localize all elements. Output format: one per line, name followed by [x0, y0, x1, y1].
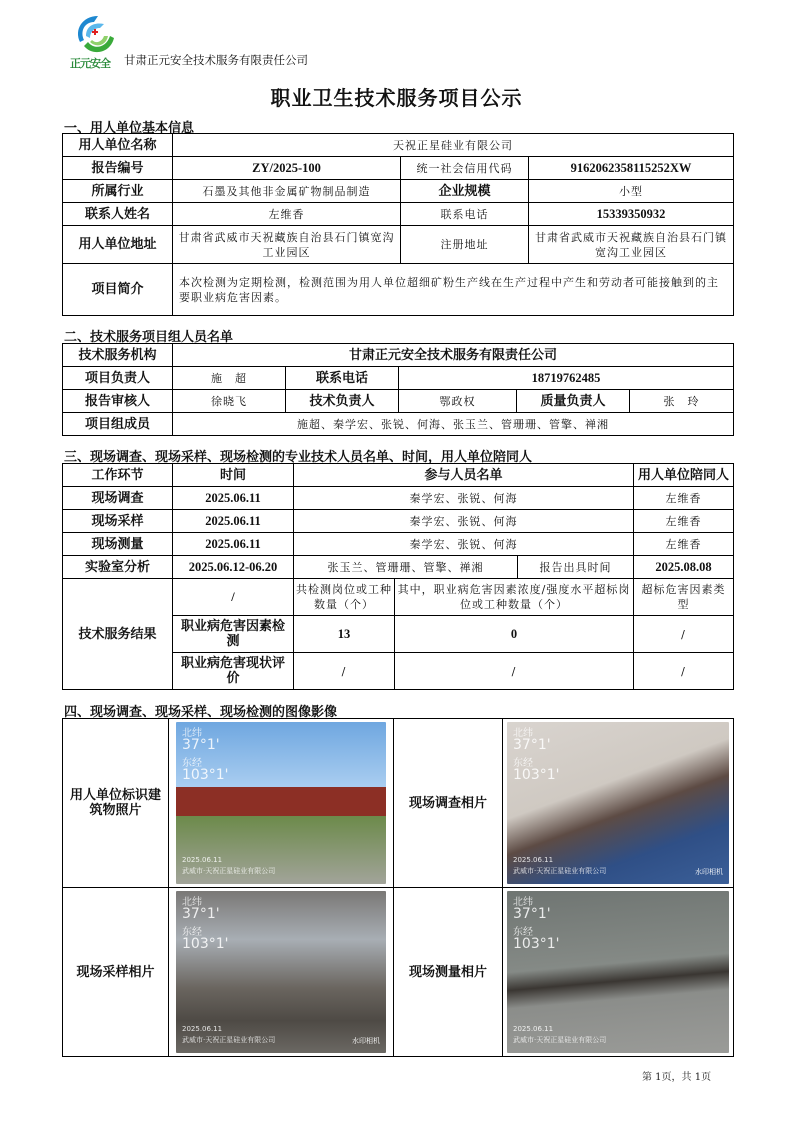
watermark-lon: 103°1' — [182, 767, 229, 783]
stage-cell: 现场调查 — [63, 487, 173, 510]
reg-address-value: 甘肃省武威市天祝藏族自治县石门镇宽沟工业园区 — [529, 226, 734, 264]
scale-label: 企业规模 — [401, 180, 529, 203]
quality-lead-label: 质量负责人 — [517, 390, 630, 413]
results-col1-header: 共检测岗位或工种数量（个） — [294, 579, 395, 616]
watermark-location: 武威市·天祝正星硅业有限公司 — [182, 867, 276, 875]
table-row — [63, 157, 734, 180]
table-row — [63, 226, 734, 264]
photo-table — [62, 718, 734, 1057]
lab-time-cell: 2025.06.12-06.20 — [173, 556, 294, 579]
scale-value: 小型 — [529, 180, 734, 203]
report-time-value: 2025.08.08 — [634, 556, 734, 579]
detection-exceed-type: / — [634, 616, 734, 653]
escort-cell: 左维香 — [634, 510, 734, 533]
lab-staff-cell: 张玉兰、管珊珊、管擎、禅湘 — [294, 556, 518, 579]
reviewer-value: 徐晓飞 — [173, 390, 286, 413]
stage-cell: 现场采样 — [63, 510, 173, 533]
photo-label: 现场采样相片 — [63, 888, 169, 1057]
section2-heading: 二、技术服务项目组人员名单 — [64, 330, 234, 345]
section3-heading: 三、现场调查、现场采样、现场检测的专业技术人员名单、时间，用人单位陪同人 — [64, 450, 533, 465]
results-col3-header: 超标危害因素类型 — [634, 579, 734, 616]
watermark-date: 2025.06.11 — [513, 856, 554, 864]
watermark-lat: 37°1' — [182, 906, 220, 922]
page-number: 第 1页，共 1页 — [642, 1072, 712, 1083]
report-no-label: 报告编号 — [63, 157, 173, 180]
watermark-lon: 103°1' — [513, 936, 560, 952]
leader-value: 施 超 — [173, 367, 286, 390]
intro-value: 本次检测为定期检测，检测范围为用人单位超细矿粉生产线在生产过程中产生和劳动者可能接触到的主要职业病危害因素。 — [173, 264, 734, 316]
watermark-lat: 37°1' — [182, 737, 220, 753]
contact-label: 联系人姓名 — [63, 203, 173, 226]
members-value: 施超、秦学宏、张锐、何海、张玉兰、管珊珊、管擎、禅湘 — [173, 413, 734, 436]
staff-cell: 秦学宏、张锐、何海 — [294, 533, 634, 556]
watermark-date: 2025.06.11 — [513, 1025, 554, 1033]
tech-lead-label: 技术负责人 — [286, 390, 399, 413]
fieldwork-table — [62, 463, 734, 690]
watermark-lon-label: 东经 — [513, 758, 533, 769]
sampling-photo[interactable] — [176, 891, 386, 1053]
members-label: 项目组成员 — [63, 413, 173, 436]
table-row — [63, 510, 734, 533]
photo-cell — [503, 888, 734, 1057]
reg-address-label: 注册地址 — [401, 226, 529, 264]
stage-cell: 现场测量 — [63, 533, 173, 556]
watermark-location: 武威市·天祝正星硅业有限公司 — [182, 1036, 276, 1044]
table-row — [63, 264, 734, 316]
page-title: 职业卫生技术服务项目公示 — [270, 86, 523, 110]
header-stage: 工作环节 — [63, 464, 173, 487]
escort-cell: 左维香 — [634, 487, 734, 510]
report-time-label: 报告出具时间 — [518, 556, 634, 579]
org-value: 甘肃正元安全技术服务有限责任公司 — [173, 344, 734, 367]
watermark-lat-label: 北纬 — [513, 728, 533, 739]
results-corner: / — [173, 579, 294, 616]
team-table — [62, 343, 734, 436]
watermark-lon-label: 东经 — [182, 927, 202, 938]
results-label: 技术服务结果 — [63, 579, 173, 690]
watermark-lon-label: 东经 — [513, 927, 533, 938]
detection-exceed-count: 0 — [395, 616, 634, 653]
unit-info-table — [62, 133, 734, 316]
evaluation-count: / — [294, 653, 395, 690]
industry-label: 所属行业 — [63, 180, 173, 203]
staff-cell: 秦学宏、张锐、何海 — [294, 510, 634, 533]
evaluation-exceed-count: / — [395, 653, 634, 690]
unit-name-value: 天祝正星硅业有限公司 — [173, 134, 734, 157]
results-col2-header: 其中，职业病危害因素浓度/强度水平超标岗位或工种数量（个） — [395, 579, 634, 616]
measurement-photo[interactable] — [507, 891, 729, 1053]
photo-cell — [169, 719, 394, 888]
header-time: 时间 — [173, 464, 294, 487]
company-logo — [70, 12, 118, 74]
org-label: 技术服务机构 — [63, 344, 173, 367]
camera-watermark: 水印相机 — [695, 868, 723, 876]
report-no-value: ZY/2025-100 — [173, 157, 401, 180]
section4-heading: 四、现场调查、现场采样、现场检测的图像影像 — [64, 705, 338, 720]
evaluation-exceed-type: / — [634, 653, 734, 690]
leader-phone-label: 联系电话 — [286, 367, 399, 390]
detection-count: 13 — [294, 616, 395, 653]
credit-code-label: 统一社会信用代码 — [401, 157, 529, 180]
watermark-lat-label: 北纬 — [182, 897, 202, 908]
table-row — [63, 719, 734, 888]
watermark-lon: 103°1' — [513, 767, 560, 783]
photo-cell — [169, 888, 394, 1057]
lab-stage-cell: 实验室分析 — [63, 556, 173, 579]
company-name: 甘肃正元安全技术服务有限责任公司 — [124, 53, 308, 67]
survey-photo[interactable] — [507, 722, 729, 884]
document-header — [70, 12, 308, 74]
watermark-date: 2025.06.11 — [182, 856, 223, 864]
table-row — [63, 413, 734, 436]
watermark-lat: 37°1' — [513, 906, 551, 922]
table-row — [63, 390, 734, 413]
watermark-lon-label: 东经 — [182, 758, 202, 769]
time-cell: 2025.06.11 — [173, 510, 294, 533]
leader-phone-value: 18719762485 — [399, 367, 734, 390]
address-label: 用人单位地址 — [63, 226, 173, 264]
credit-code-value: 9162062358115252XW — [529, 157, 734, 180]
photo-label: 现场测量相片 — [394, 888, 503, 1057]
time-cell: 2025.06.11 — [173, 487, 294, 510]
header-escort: 用人单位陪同人 — [634, 464, 734, 487]
escort-cell: 左维香 — [634, 533, 734, 556]
unit-name-label: 用人单位名称 — [63, 134, 173, 157]
table-row — [63, 203, 734, 226]
photo-label: 用人单位标识建筑物照片 — [63, 719, 169, 888]
table-row — [63, 367, 734, 390]
camera-watermark: 水印相机 — [352, 1037, 380, 1045]
watermark-date: 2025.06.11 — [182, 1025, 223, 1033]
reviewer-label: 报告审核人 — [63, 390, 173, 413]
industry-value: 石墨及其他非金属矿物制品制造 — [173, 180, 401, 203]
address-value: 甘肃省武威市天祝藏族自治县石门镇宽沟工业园区 — [173, 226, 401, 264]
table-row — [63, 888, 734, 1057]
staff-cell: 秦学宏、张锐、何海 — [294, 487, 634, 510]
contact-value: 左维香 — [173, 203, 401, 226]
logo-text: 正元安全 — [70, 57, 110, 70]
section1-heading: 一、用人单位基本信息 — [64, 121, 195, 136]
table-row — [63, 533, 734, 556]
watermark-location: 武威市·天祝正星硅业有限公司 — [513, 1036, 607, 1044]
leader-label: 项目负责人 — [63, 367, 173, 390]
photo-label: 现场调查相片 — [394, 719, 503, 888]
intro-label: 项目简介 — [63, 264, 173, 316]
table-row — [63, 180, 734, 203]
watermark-location: 武威市·天祝正星硅业有限公司 — [513, 867, 607, 875]
header-staff: 参与人员名单 — [294, 464, 634, 487]
time-cell: 2025.06.11 — [173, 533, 294, 556]
quality-lead-value: 张 玲 — [630, 390, 734, 413]
phone-label: 联系电话 — [401, 203, 529, 226]
tech-lead-value: 鄂政权 — [399, 390, 517, 413]
table-row — [63, 487, 734, 510]
watermark-lat: 37°1' — [513, 737, 551, 753]
table-row — [63, 556, 734, 579]
watermark-lat-label: 北纬 — [513, 897, 533, 908]
evaluation-label: 职业病危害现状评价 — [173, 653, 294, 690]
table-row — [63, 344, 734, 367]
photo-cell — [503, 719, 734, 888]
building-photo[interactable] — [176, 722, 386, 884]
table-header-row — [63, 464, 734, 487]
table-row — [63, 579, 734, 616]
detection-label: 职业病危害因素检测 — [173, 616, 294, 653]
watermark-lon: 103°1' — [182, 936, 229, 952]
phone-value: 15339350932 — [529, 203, 734, 226]
table-row — [63, 134, 734, 157]
watermark-lat-label: 北纬 — [182, 728, 202, 739]
